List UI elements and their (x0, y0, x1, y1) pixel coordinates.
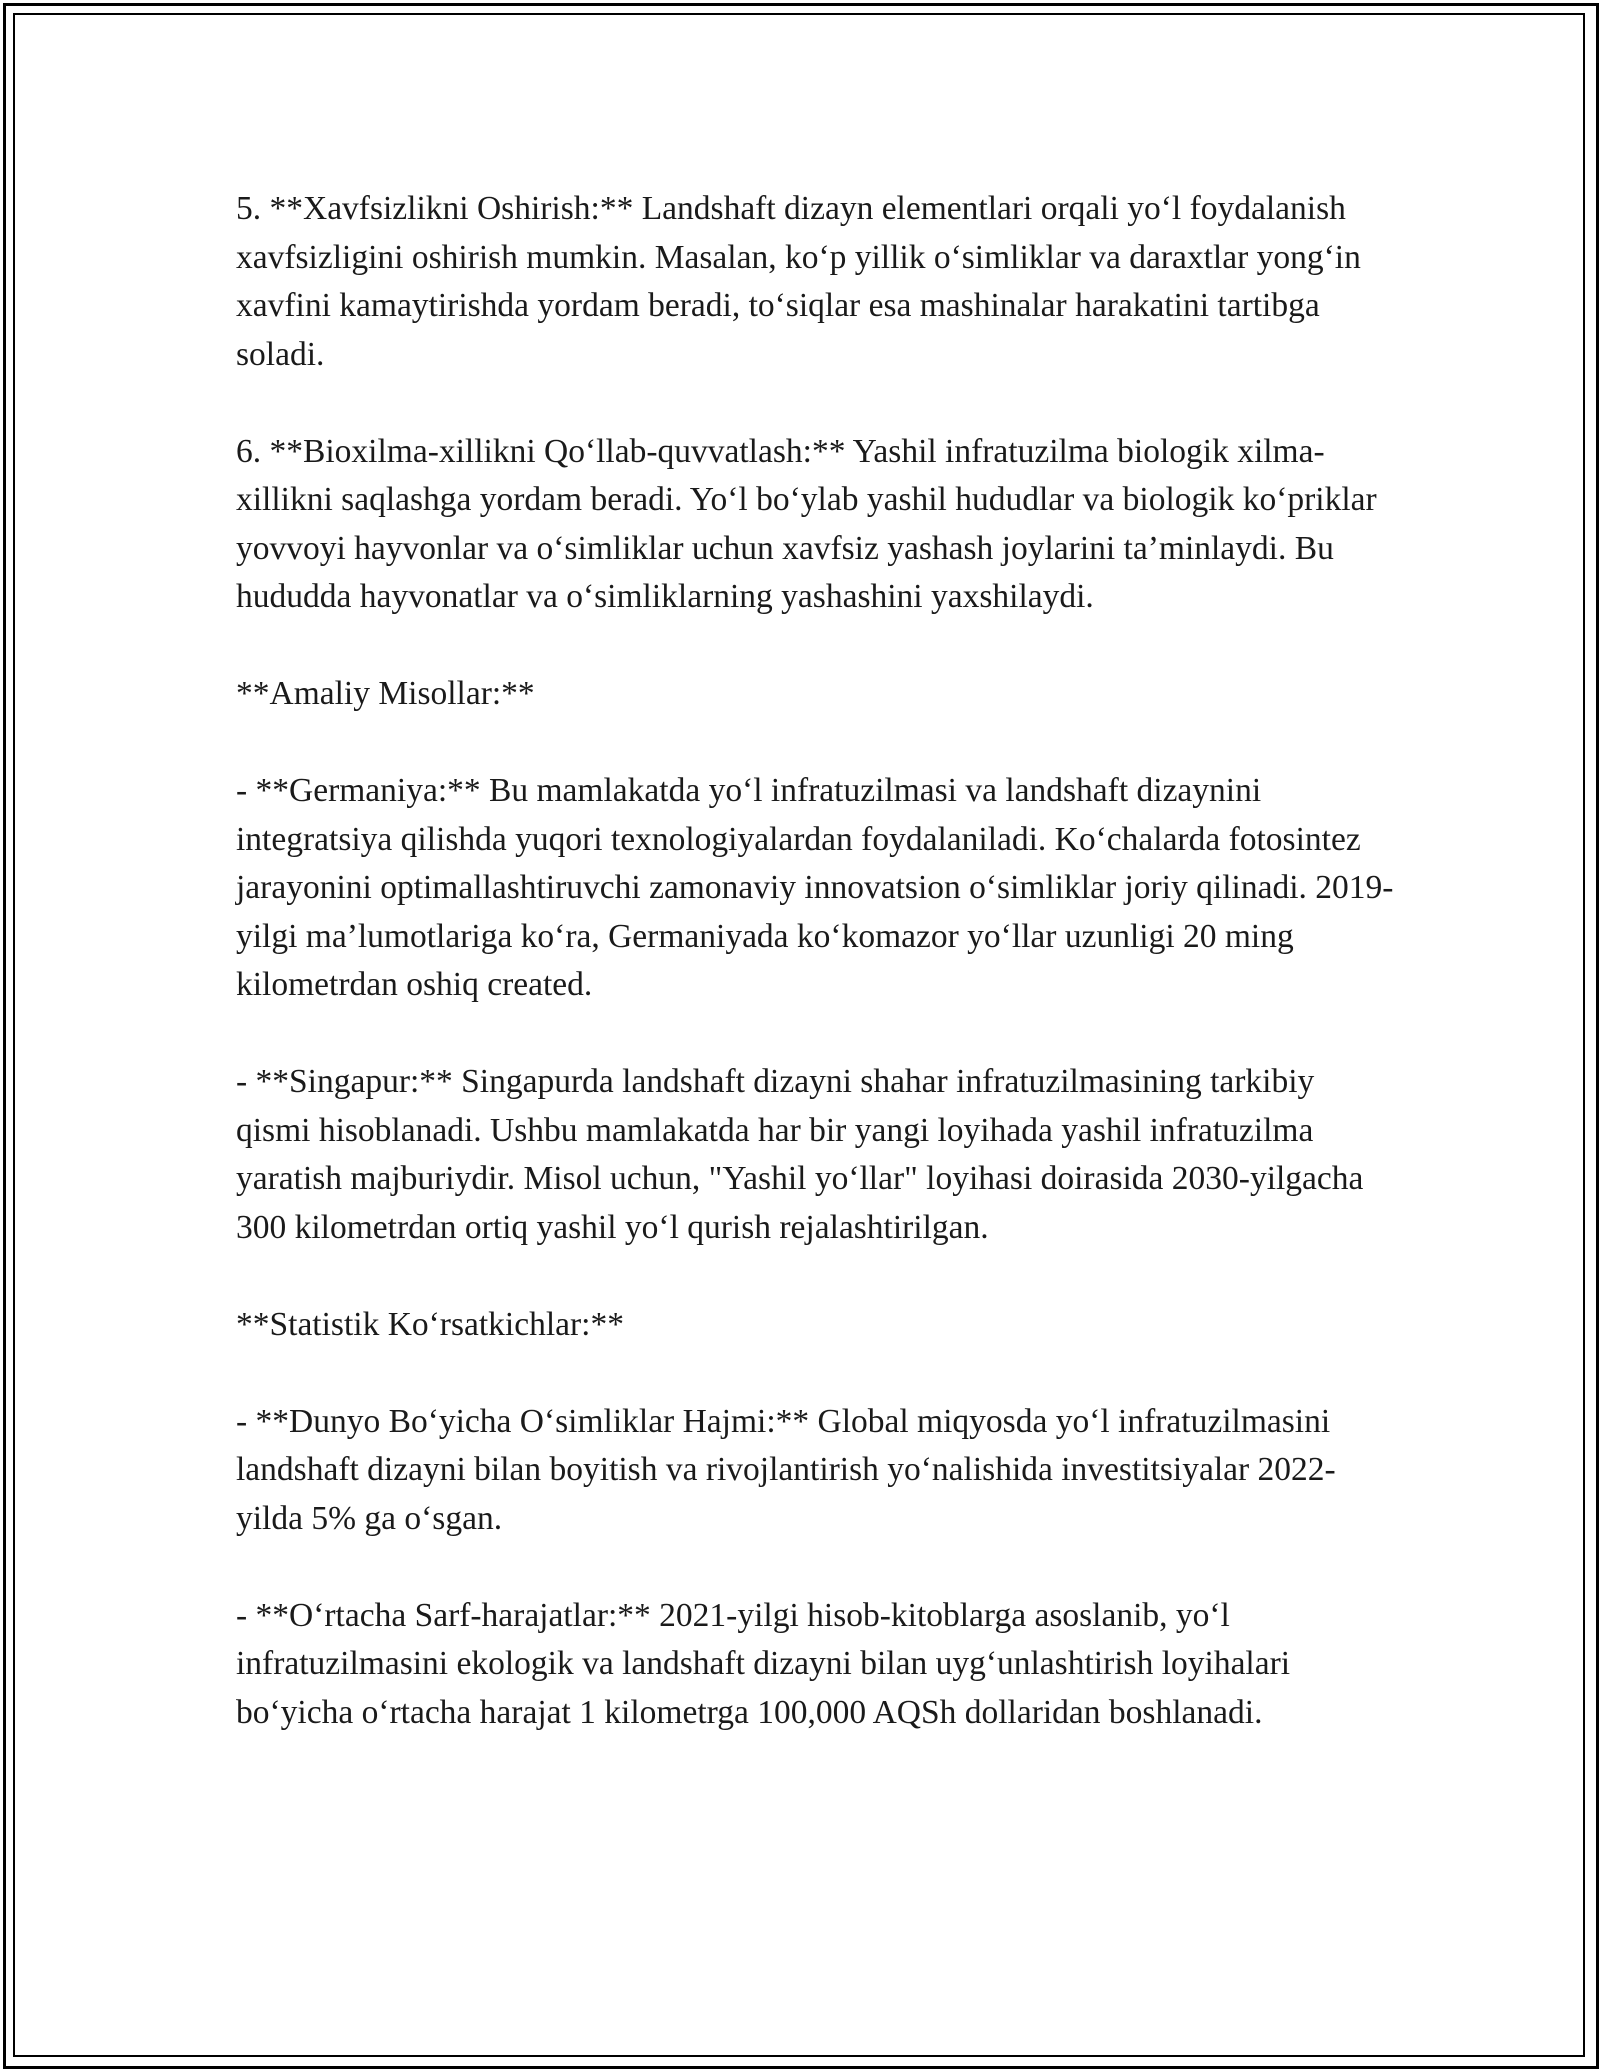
document-body (236, 185, 1396, 1737)
heading-statistics: **Statistik Ko‘rsatkichlar:** (236, 1305, 624, 1343)
heading-practical-examples: **Amaliy Misollar:** (236, 675, 535, 712)
paragraph-singapore: - **Singapur:** Singapurda landshaft dizayni shahar infratuzilmasining tarkibiy qismi hisoblanadi. Ushbu mamlakatda har bir yangi loyihada yashil infratuzilma yaratish majburiydir. Misol uchun, "Yashil yo‘llar" loyihasi doirasida 2030-yilgacha 300 kilometrdan ortiq yashil yo‘l qurish rejalashtirilgan. (236, 1063, 1364, 1246)
paragraph-germany: - **Germaniya:** Bu mamlakatda yo‘l infratuzilmasi va landshaft dizaynini integratsiya qilishda yuqori texnologiyalardan foydalaniladi. Ko‘chalarda fotosintez jarayonini optimallashtiruvchi zamonaviy innovatsion o‘simliklar joriy qilinadi. 2019-yilgi ma’lumotlariga ko‘ra, Germaniyada ko‘komazor yo‘llar uzunligi 20 ming kilometrdan oshiq created. (236, 772, 1394, 1003)
paragraph-average-costs: - **O‘rtacha Sarf-harajatlar:** 2021-yilgi hisob-kitoblarga asoslanib, yo‘l infratuzilmasini ekologik va landshaft dizayni bilan uyg‘unlashtirish loyihalari bo‘yicha o‘rtacha harajat 1 kilometrga 100,000 AQSh dollaridan boshlanadi. (236, 1596, 1291, 1731)
paragraph-biodiversity: 6. **Bioxilma-xillikni Qo‘llab-quvvatlash:** Yashil infratuzilma biologik xilma-xillikni saqlashga yordam beradi. Yo‘l bo‘ylab yashil hududlar va biologik ko‘priklar yovvoyi hayvonlar va o‘simliklar uchun xavfsiz yashash joylarini ta’minlaydi. Bu hududda hayvonatlar va o‘simliklarning yashashini yaxshilaydi. (236, 432, 1377, 615)
paragraph-global-volume: - **Dunyo Bo‘yicha O‘simliklar Hajmi:** Global miqyosda yo‘l infratuzilmasini landshaft dizayni bilan boyitish va rivojlantirish yo‘nalishida investitsiyalar 2022-yilda 5% ga o‘sgan. (236, 1402, 1336, 1537)
paragraph-safety: 5. **Xavfsizlikni Oshirish:** Landshaft dizayn elementlari orqali yo‘l foydalanish xavfsizligini oshirish mumkin. Masalan, ko‘p yillik o‘simliklar va daraxtlar yong‘in xavfini kamaytirishda yordam beradi, to‘siqlar esa mashinalar harakatini tartibga soladi. (236, 190, 1361, 373)
